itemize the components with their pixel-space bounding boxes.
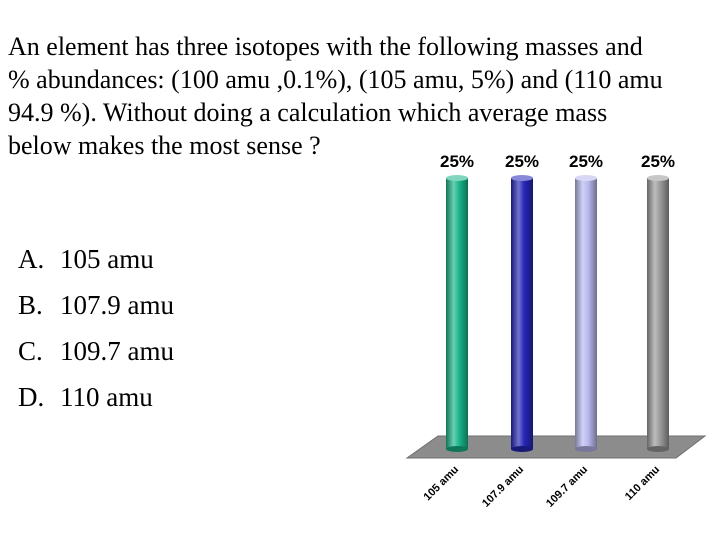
option-letter: A.	[18, 244, 45, 274]
bar-base	[446, 446, 468, 452]
question-line: % abundances: (100 amu ,0.1%), (105 amu, 5%) and (110 amu	[8, 65, 663, 94]
bar-top	[511, 175, 533, 181]
option-letter: C.	[18, 336, 43, 366]
bar-body	[575, 178, 597, 449]
bar-base	[575, 446, 597, 452]
question-line: 94.9 %). Without doing a calculation which average mass	[8, 98, 608, 127]
data-label: 25%	[504, 152, 540, 171]
bar-body	[511, 178, 533, 449]
category-label: 109.7 amu	[544, 463, 591, 510]
option-letter: B.	[18, 290, 43, 320]
bar-base	[647, 446, 669, 452]
data-label: 25%	[640, 152, 676, 171]
data-label: 25%	[568, 152, 604, 171]
bar-body	[446, 178, 468, 449]
data-label: 25%	[439, 152, 475, 171]
option-letter: D.	[18, 382, 45, 412]
category-label: 105 amu	[421, 463, 462, 504]
bar-top	[647, 175, 669, 181]
bar	[575, 175, 597, 452]
bar	[647, 175, 669, 452]
bar-body	[647, 178, 669, 449]
bar-top	[575, 175, 597, 181]
option-text: 110 amu	[60, 382, 153, 412]
bar-base	[511, 446, 533, 452]
category-label: 107.9 amu	[480, 463, 527, 510]
question-line: below makes the most sense ?	[8, 131, 321, 160]
option-text: 109.7 amu	[60, 336, 174, 366]
bar-top	[446, 175, 468, 181]
category-label: 110 amu	[622, 463, 663, 503]
question-line: An element has three isotopes with the following masses and	[8, 32, 643, 61]
option-text: 107.9 amu	[60, 290, 174, 320]
bar	[446, 175, 468, 452]
option-text: 105 amu	[60, 244, 154, 274]
bar	[511, 175, 533, 452]
